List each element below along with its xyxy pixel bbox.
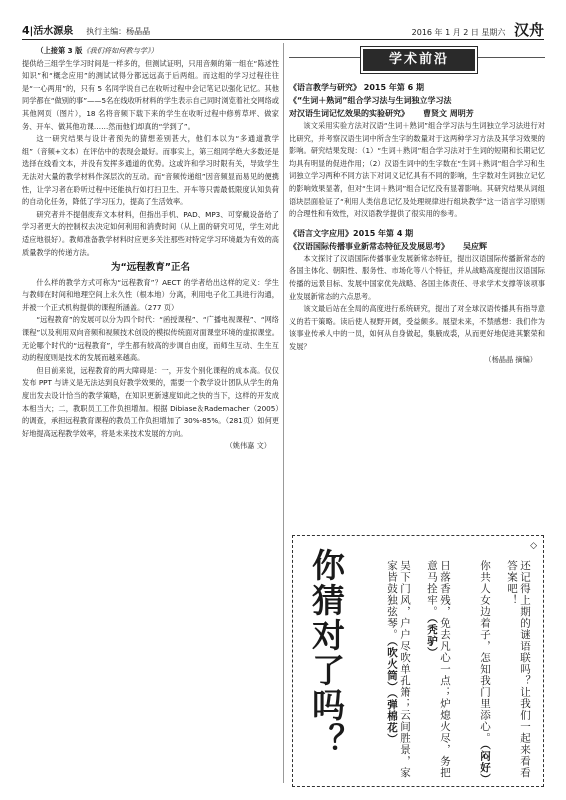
article-body: 本文探讨了汉语国际传播事业发展新常态特征，提出汉语国际传播新常态的各国主体化、朝阳性、服务性、市场化等八个特征，并从战略高度提出汉语国际传播的远景目标、发展中国家优先战略、各国主体责任、寻求学术支撑等该项事业发展新常态的六点思考。 xyxy=(289,253,545,301)
page-number: 4 xyxy=(22,24,30,37)
paragraph: 这一研究结果与设计者预先的猜想差别甚大，他们本以为“多通道教学组”（音频+文本）在评估中的表现会最好。而事实上，第三组同学绝大多数还是选择在线看文本，并没有发挥多通道的优势。这或许和学习时限有关，导致学生无法对大量的教学材料作深层次的互动。而“音频传递组”因音频显而易见的便携性，让学习者在聆听过程中还能执行如打扫卫生、开车等只需最低限度认知负荷的自动化任务，降低了学习压力，提高了生活效率。 xyxy=(22,134,279,207)
article-source: 《语言文字应用》2015 年第 4 期 xyxy=(289,228,414,238)
continued-note: （上接第 3 版《我们将如何教与学》） xyxy=(36,46,158,55)
article-source: 《语言教学与研究》 2015 年第 6 期 xyxy=(289,83,424,92)
riddle-headline: 你猜对了吗？ xyxy=(307,548,346,758)
article-body: 该文最后站在全局的高度进行系统研究，提出了对全球汉语传播具有指导意义的若干策略。读后使人视野开阔，受益颇多。展望未来，不禁感想：我们作为该事业传承人中的一员，如何从自身做起，集腋成裘，从而更好地促进其繁荣和发展？ xyxy=(289,304,545,351)
riddle-pair: 你共人女边着子，怎知我门里添心。（闷好） xyxy=(479,560,491,785)
page-header: 4|活水源泉 执行主编：杨晶晶 2016 年 1 月 2 日 星期六 汉舟 xyxy=(22,21,544,39)
article-title: 《“生词＋熟词”组合学习法与生词独立学习法 xyxy=(289,96,452,105)
author-signature: （姚伟嘉 文） xyxy=(225,441,271,451)
paragraph: 什么样的教学方式可称为“远程教育”？AECT 的学者给出这样的定义：学生与教师在时间和地理空间上永久性（根本地）分离，利用电子化工具进行沟通，并被一个正式机构提供的课程所涵盖。（277 页） xyxy=(22,277,279,312)
editor-credit: 执行主编：杨晶晶 xyxy=(86,27,151,36)
riddle-pair: 吴下门风，户户尽吹单孔箫；云间胜景，家家皆鼓独弦琴。（吹火筒）（弹棉花） xyxy=(386,560,411,779)
riddle-box xyxy=(292,535,544,787)
banner-title: 学术前沿 xyxy=(361,47,477,73)
article-title-cont: 对汉语生词记忆效果的实验研究》 曹贤文 周明芳 xyxy=(289,109,474,118)
riddle-intro: 还记得上期的谜语联吗？让我们一起来看看答案吧！ xyxy=(506,560,531,779)
riddle-answer: （弹棉花） xyxy=(386,692,398,745)
section-banner xyxy=(289,47,545,73)
riddle-answer: （闷好） xyxy=(479,744,491,785)
article-authors: 曹贤文 周明芳 xyxy=(423,109,474,118)
diamond-icon: ◇ xyxy=(530,541,537,551)
riddle-pair: 日落香残，免去凡心一点；炉熄火尽，务把意马拴牢。（秃驴） xyxy=(426,560,451,779)
left-column xyxy=(22,45,279,453)
header-rule xyxy=(22,39,544,40)
newspaper-logo: 汉舟 xyxy=(513,21,544,39)
riddle-answer: （吹火筒） xyxy=(386,640,398,693)
column-divider xyxy=(283,43,284,783)
article-author: 吴应辉 xyxy=(463,241,487,251)
paragraph: 但目前来说，远程教育的两大障碍是：一，开发个别化课程的成本高。仅仅发布 PPT 与讲义是无法达到良好教学效果的，需要一个教学设计团队从学生的角度出发去设计恰当的教学策略，在知识更新速度如此之快的当下，这样的开发成本相当大；二，教职员工工作负担增加。根据 Dibiase＆Rademacher（2005）的调查，承担远程教育课程的教员工作负担增加了 30%-85%。（281页）如何更好地提高远程教学效率，将是未来技术发展的方向。 xyxy=(22,365,279,438)
right-column xyxy=(289,45,545,366)
paragraph: 提供给三组学生学习时间是一样多的，但测试证明，只用音频的第一组在“陈述性知识”和“概念应用”的测试试得分都远远高于后两组。而这组的学习过程往往是“一心两用”的，只有 5 名同学说自己在收听过程中会记笔记以强化记忆。其他同学都在“做别的事”——5名在线收听材料的学生表示自己同时浏览着社交网络或其他网页（图片），18 名将音频下载下来的学生在收听过程中修剪草坪、做家务、开车、做其他功课……然而他们却真的“学到了”。 xyxy=(22,58,279,131)
riddle-answer: （秃驴） xyxy=(426,617,438,659)
editor-signature: （杨晶晶 摘编） xyxy=(484,354,537,364)
paragraph: “远程教育”的发展可以分为四个时代：“函授课程”、“广播电视课程”、“网络课程”以及利用双向音频和视频技术创设的模拟传统面对面课堂环境的虚拟课堂。无论哪个时代的“远程教育”，学生都有较高的步调自由度，而师生互动、生生互动的程度则是技术的发展而越来越高。 xyxy=(22,315,279,363)
article-title: 《汉语国际传播事业新常态特征及发展思考》 吴应辉 xyxy=(289,241,487,251)
section-heading: 为“远程教育”正名 xyxy=(111,262,190,274)
article-body: 该文采用实验方法对汉语“生词＋熟词”组合学习法与生词独立学习法进行对比研究，并考察汉语生词中所含生字的数量对于这两种学习方法及其学习效果的影响。研究结果发现：（1）“生词＋熟词”组合学习法对于生词的短期和长期记忆均具有明显的促进作用；（2）汉语生词中的生字数在“生词＋熟词”组合学习和生词独立学习两种不同方法下对词义记忆具有不同的影响，生字数对生词独立记忆的影响效果显著，但对“生词＋熟词”组合记忆没有显著影响。其研究结果从词组语块层面验证了“利用人类信息记忆及处理规律进行组块教学”这一语言学习原则的合理性和有效性，对汉语教学提供了很实用的参考。 xyxy=(289,121,545,219)
issue-date: 2016 年 1 月 2 日 星期六 xyxy=(411,28,506,37)
paragraph: 研究者并不提倡废弃文本材料，但指出手机、PAD、MP3、可穿戴设备给了学习者更大的控制权去决定如何利用和消费时间（从上面的研究可见，学生对此适应地很好）。教师准备教学材料时应更多关注那些对特定学习环境最为有效的高质量教学的传递方法。 xyxy=(22,209,279,257)
column-name: 活水源泉 xyxy=(33,26,74,37)
